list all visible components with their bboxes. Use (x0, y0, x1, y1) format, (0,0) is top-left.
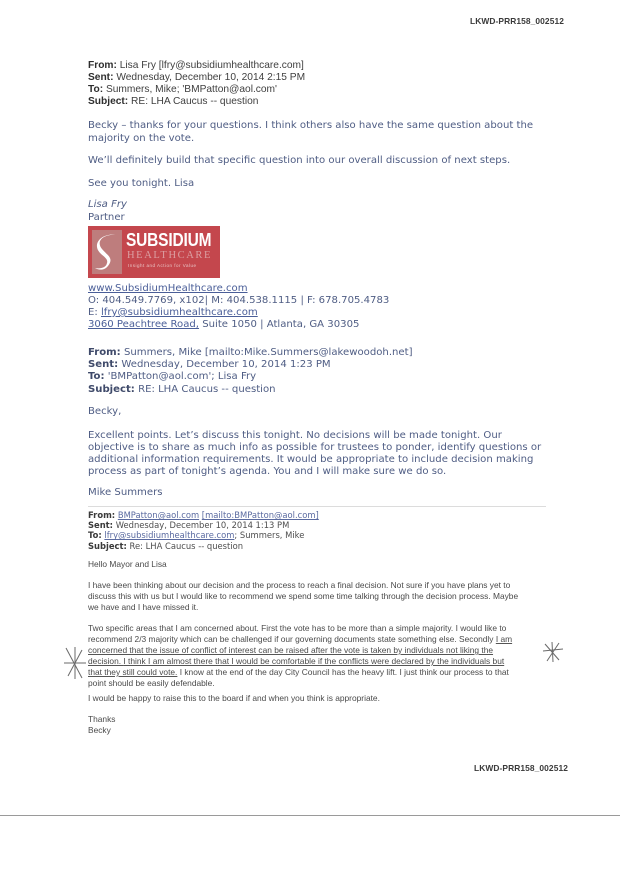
email3-body-line: decision. I think I am almost there that I would be comfortable if the conflicts were declared by the individuals but (88, 656, 505, 666)
signature-phones: O: 404.549.7769, x102| M: 404.538.1115 | F: 678.705.4783 (88, 295, 390, 306)
from-mailto-link[interactable]: [mailto:BMPatton@aol.com] (201, 510, 319, 520)
email2-signature: Mike Summers (88, 487, 163, 498)
email1-body-line: Becky – thanks for your questions. I think others also have the same question about the (88, 120, 534, 131)
handwritten-asterisk-icon (62, 645, 88, 681)
s-swirl-icon (92, 230, 122, 274)
email3-body-line: point should be easily defendable. (88, 678, 215, 688)
email2-greeting: Becky, (88, 406, 122, 417)
email3-signature: Becky (88, 725, 111, 735)
page-edge-line (0, 815, 620, 816)
email1-body-line: We’ll definitely build that specific question into our overall discussion of next steps. (88, 155, 511, 166)
email2-header (88, 347, 413, 396)
email1-body-line: majority on the vote. (88, 133, 195, 144)
email2-to: To: 'BMPatton@aol.com'; Lisa Fry (88, 371, 257, 383)
email1-subject: Subject: RE: LHA Caucus -- question (88, 96, 259, 107)
from-email-link[interactable]: BMPatton@aol.com (117, 510, 200, 520)
email1-to: To: Summers, Mike; 'BMPatton@aol.com' (88, 84, 277, 95)
to-email-link[interactable]: lfry@subsidiumhealthcare.com (104, 530, 235, 541)
email2-from: From: Summers, Mike [mailto:Mike.Summers@lakewoodoh.net] (88, 347, 413, 358)
underlined-text: I am (495, 634, 513, 644)
email3-body-line: that they still could vote. I know at the end of the day City Council has the heavy lift. I just think our process to that (88, 667, 509, 677)
email2-body-line: Excellent points. Let’s discuss this tonight. No decisions will be made tonight. Our (88, 430, 502, 441)
underlined-text: I think I am almost there that I would be comfortable if the conflicts were declared by the individuals but (123, 656, 505, 666)
email3-closing: Thanks (88, 714, 116, 724)
logo-wordmark: SUBSIDIUM (126, 230, 212, 250)
signature-name: Lisa Fry (88, 199, 128, 210)
email1-from: From: Lisa Fry [lfry@subsidiumhealthcare.com] (88, 60, 304, 71)
email3-body-line-underlined: concerned that the issue of conflict of interest can be raised after the vote is taken by individuals not liking the (88, 645, 494, 655)
email2-body-line: objective is to share as much info as possible for trustees to ponder, identify questions or (88, 442, 542, 453)
email3-body-line: discuss this with us but I would like to recommend we spend some time talking through the decision process. Maybe (88, 591, 519, 601)
email3-body-line: we have and I have missed it. (88, 602, 199, 612)
email3-header (88, 510, 319, 551)
handwritten-asterisk-icon (541, 640, 565, 664)
address-link[interactable]: 3060 Peachtree Road, (88, 319, 200, 330)
email3-body-line: recommend 2/3 majority which can be challenged if our governing documents state something else. Secondly I am (88, 634, 513, 644)
email2-sent: Sent: Wednesday, December 10, 2014 1:23 PM (88, 359, 331, 371)
email2-body-line: process as part of tonight’s agenda. You and I will make sure we do so. (88, 466, 447, 477)
email1-body-line: See you tonight. Lisa (88, 178, 195, 189)
logo-tagline: Insight and Action for Value (128, 263, 197, 268)
email3-subject: Subject: Re: LHA Caucus -- question (88, 540, 244, 551)
website-link[interactable]: www.SubsidiumHealthcare.com (88, 283, 248, 294)
email-link[interactable]: lfry@subsidiumhealthcare.com (101, 307, 258, 318)
email3-body-line: I have been thinking about our decision and the process to reach a final decision. Not sure if you have plans yet to (88, 580, 511, 590)
email3-body-line: Two specific areas that I am concerned about. First the vote has to be more than a simple majority. I would like to (88, 623, 507, 633)
email3-body-line: I would be happy to raise this to the board if and when you think is appropriate. (88, 693, 380, 703)
email1-header (88, 60, 305, 108)
email-separator (88, 506, 546, 507)
email3-to: To: lfry@subsidiumhealthcare.com; Summers, Mike (88, 530, 305, 541)
bates-number-top: LKWD-PRR158_002512 (470, 16, 564, 26)
email1-sent: Sent: Wednesday, December 10, 2014 2:15 PM (88, 72, 306, 83)
email2-body-line: additional information requirements. It would be appropriate to include decision making (88, 454, 534, 465)
email3-from: From: BMPatton@aol.com [mailto:BMPatton@aol.com] (88, 510, 319, 520)
logo-subtitle: HEALTHCARE (127, 250, 213, 261)
underlined-text: that they still could vote. (88, 667, 178, 677)
signature-email: E: lfry@subsidiumhealthcare.com (88, 307, 258, 318)
subsidium-logo (88, 226, 220, 278)
signature-title: Partner (88, 212, 125, 223)
email3-sent: Sent: Wednesday, December 10, 2014 1:13 PM (88, 520, 290, 531)
email3-greeting: Hello Mayor and Lisa (88, 559, 167, 569)
signature-address: 3060 Peachtree Road, Suite 1050 | Atlanta, GA 30305 (88, 319, 360, 330)
bates-number-bottom: LKWD-PRR158_002512 (474, 763, 568, 773)
email2-subject: Subject: RE: LHA Caucus -- question (88, 383, 276, 395)
